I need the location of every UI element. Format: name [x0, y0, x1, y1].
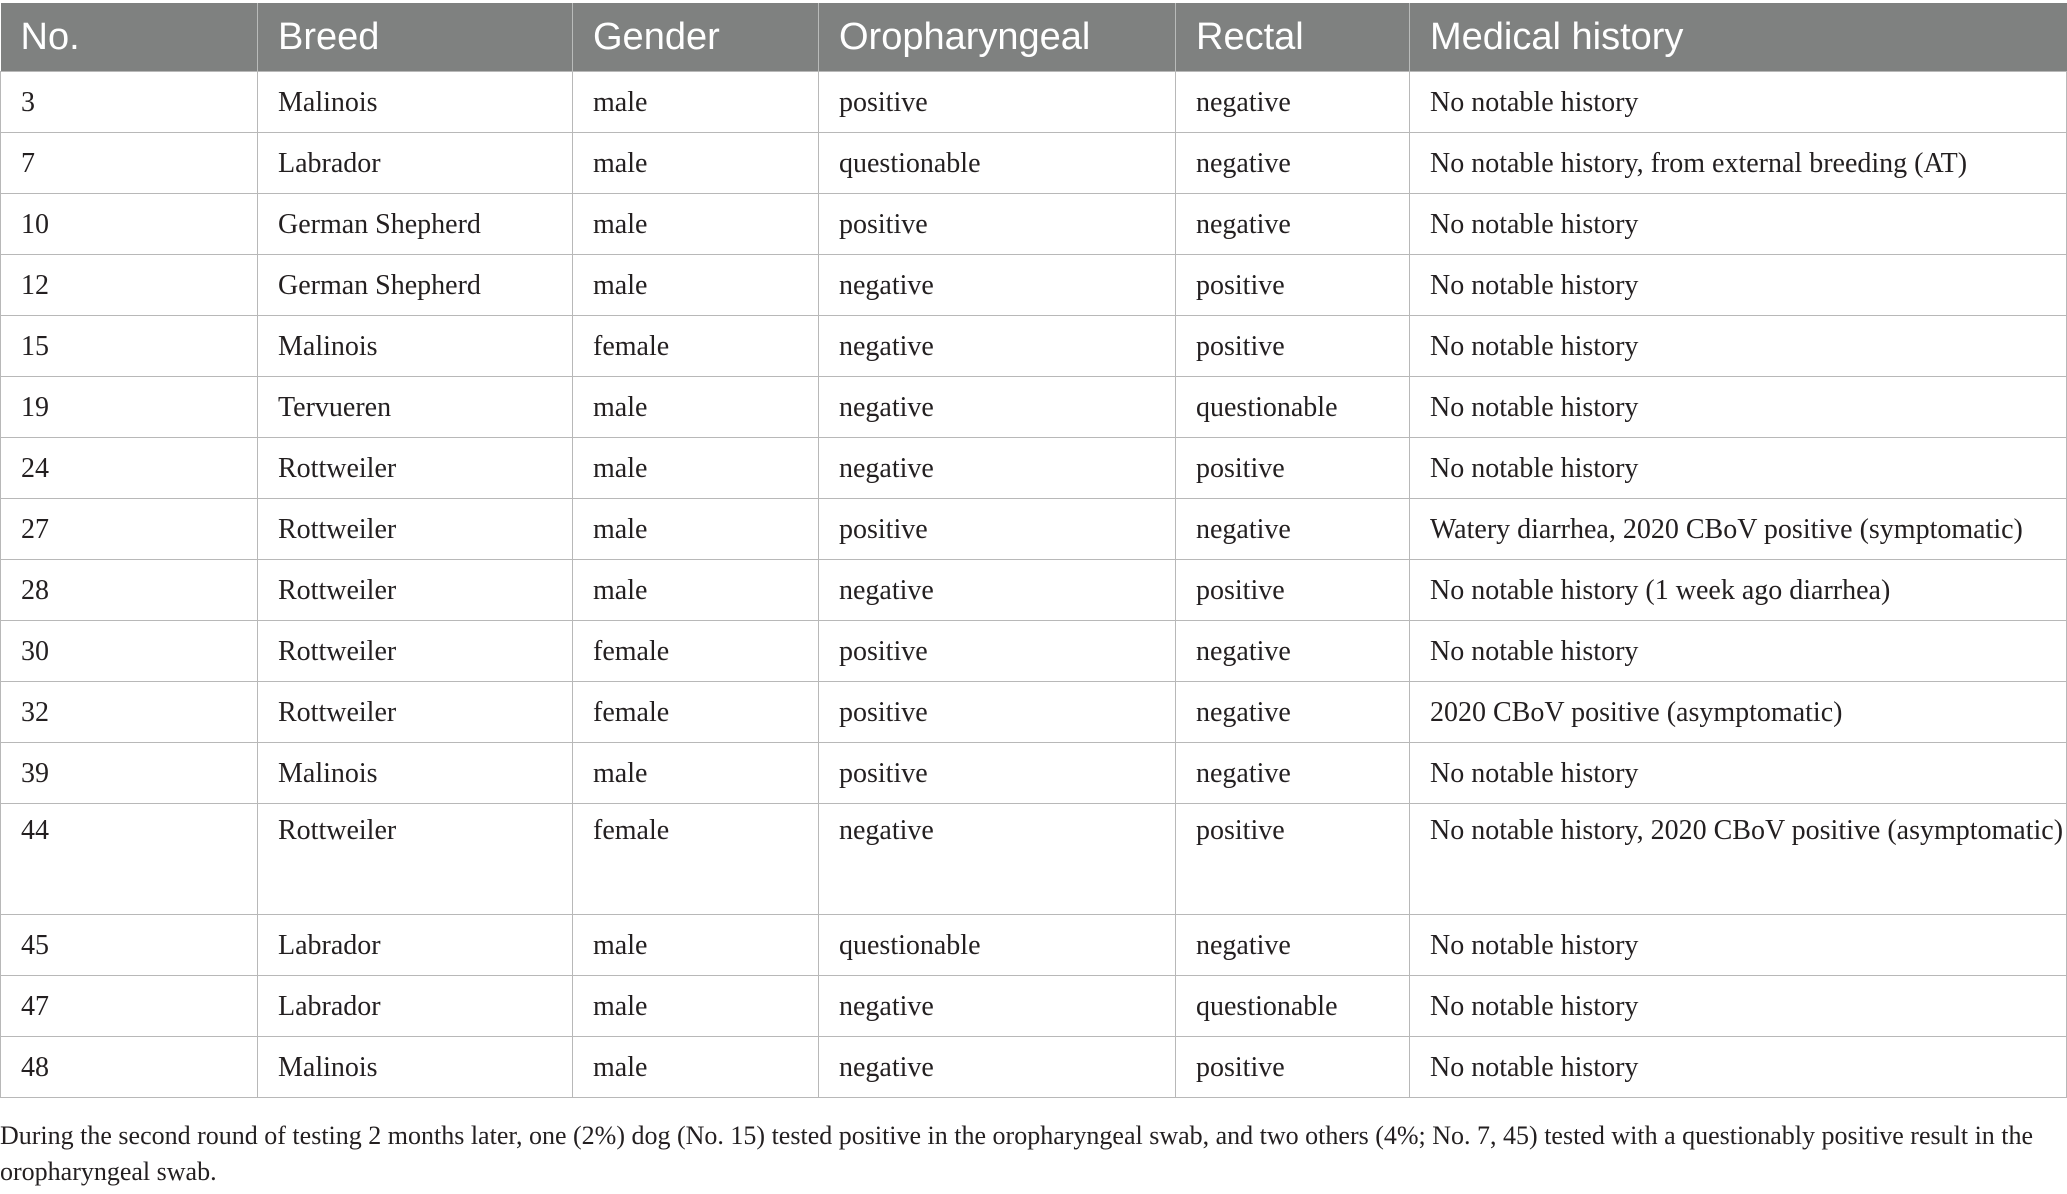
cell-rectal: negative	[1176, 133, 1410, 194]
cell-oropharyngeal: negative	[819, 316, 1176, 377]
table-row	[1, 194, 2067, 255]
cell-rectal: questionable	[1176, 377, 1410, 438]
header-oropharyngeal: Oropharyngeal	[819, 3, 1176, 72]
header-breed: Breed	[258, 3, 573, 72]
table-row	[1, 133, 2067, 194]
cell-breed: Rottweiler	[258, 804, 573, 915]
cell-gender: female	[573, 804, 819, 915]
cell-no: 47	[1, 976, 258, 1037]
cell-medical-history: No notable history (1 week ago diarrhea)	[1410, 560, 2067, 621]
cell-breed: Rottweiler	[258, 499, 573, 560]
cell-gender: male	[573, 194, 819, 255]
cell-rectal: positive	[1176, 560, 1410, 621]
cell-breed: Rottweiler	[258, 560, 573, 621]
cell-no: 24	[1, 438, 258, 499]
cell-gender: male	[573, 255, 819, 316]
cell-breed: Malinois	[258, 316, 573, 377]
header-row	[1, 3, 2067, 72]
cell-no: 12	[1, 255, 258, 316]
cell-rectal: positive	[1176, 438, 1410, 499]
cell-breed: Malinois	[258, 1037, 573, 1098]
cell-medical-history: No notable history	[1410, 438, 2067, 499]
table-row	[1, 560, 2067, 621]
cell-medical-history: No notable history	[1410, 72, 2067, 133]
cell-gender: female	[573, 316, 819, 377]
table-header	[1, 3, 2067, 72]
cell-oropharyngeal: negative	[819, 255, 1176, 316]
cell-gender: male	[573, 560, 819, 621]
cell-no: 44	[1, 804, 258, 915]
cell-breed: Malinois	[258, 743, 573, 804]
cell-medical-history: No notable history	[1410, 316, 2067, 377]
table-footnote: During the second round of testing 2 months later, one (2%) dog (No. 15) tested positive in the oropharyngeal swab, and two others (4%; No. 7, 45) tested with a questionably positive result in the oropharyngeal swab.	[0, 1121, 2034, 1186]
dog-results-table	[0, 3, 2067, 1098]
table-row	[1, 377, 2067, 438]
cell-oropharyngeal: positive	[819, 194, 1176, 255]
header-medical-history: Medical history	[1410, 3, 2067, 72]
cell-no: 48	[1, 1037, 258, 1098]
table-row	[1, 976, 2067, 1037]
cell-no: 30	[1, 621, 258, 682]
cell-gender: female	[573, 682, 819, 743]
data-table-container	[0, 3, 2066, 1098]
cell-oropharyngeal: negative	[819, 976, 1176, 1037]
table-row	[1, 72, 2067, 133]
cell-breed: Malinois	[258, 72, 573, 133]
cell-rectal: negative	[1176, 621, 1410, 682]
table-row	[1, 682, 2067, 743]
cell-gender: male	[573, 743, 819, 804]
cell-breed: Labrador	[258, 133, 573, 194]
cell-rectal: positive	[1176, 316, 1410, 377]
cell-no: 45	[1, 915, 258, 976]
cell-medical-history: No notable history, from external breeding (AT)	[1410, 133, 2067, 194]
table-row	[1, 438, 2067, 499]
cell-oropharyngeal: positive	[819, 621, 1176, 682]
cell-medical-history: Watery diarrhea, 2020 CBoV positive (symptomatic)	[1410, 499, 2067, 560]
cell-rectal: positive	[1176, 804, 1410, 915]
cell-medical-history: No notable history	[1410, 194, 2067, 255]
cell-medical-history: No notable history, 2020 CBoV positive (asymptomatic)	[1410, 804, 2067, 915]
cell-no: 39	[1, 743, 258, 804]
cell-oropharyngeal: negative	[819, 560, 1176, 621]
cell-rectal: questionable	[1176, 976, 1410, 1037]
cell-rectal: positive	[1176, 1037, 1410, 1098]
cell-no: 10	[1, 194, 258, 255]
cell-medical-history: No notable history	[1410, 377, 2067, 438]
cell-gender: male	[573, 915, 819, 976]
table-row	[1, 499, 2067, 560]
cell-rectal: negative	[1176, 743, 1410, 804]
cell-breed: Rottweiler	[258, 682, 573, 743]
cell-oropharyngeal: negative	[819, 804, 1176, 915]
cell-medical-history: No notable history	[1410, 915, 2067, 976]
cell-no: 7	[1, 133, 258, 194]
cell-medical-history: No notable history	[1410, 743, 2067, 804]
cell-no: 19	[1, 377, 258, 438]
header-no: No.	[1, 3, 258, 72]
cell-breed: German Shepherd	[258, 194, 573, 255]
table-body	[1, 72, 2067, 1098]
cell-oropharyngeal: positive	[819, 743, 1176, 804]
cell-medical-history: No notable history	[1410, 621, 2067, 682]
cell-rectal: positive	[1176, 255, 1410, 316]
cell-breed: Rottweiler	[258, 438, 573, 499]
cell-medical-history: No notable history	[1410, 255, 2067, 316]
table-row	[1, 743, 2067, 804]
cell-rectal: negative	[1176, 499, 1410, 560]
cell-gender: male	[573, 499, 819, 560]
cell-no: 28	[1, 560, 258, 621]
table-row	[1, 621, 2067, 682]
cell-medical-history: 2020 CBoV positive (asymptomatic)	[1410, 682, 2067, 743]
header-gender: Gender	[573, 3, 819, 72]
cell-breed: Rottweiler	[258, 621, 573, 682]
cell-oropharyngeal: questionable	[819, 915, 1176, 976]
table-row	[1, 804, 2067, 915]
cell-no: 3	[1, 72, 258, 133]
cell-rectal: negative	[1176, 72, 1410, 133]
cell-oropharyngeal: positive	[819, 499, 1176, 560]
table-row	[1, 255, 2067, 316]
cell-rectal: negative	[1176, 915, 1410, 976]
cell-oropharyngeal: positive	[819, 682, 1176, 743]
header-rectal: Rectal	[1176, 3, 1410, 72]
cell-no: 15	[1, 316, 258, 377]
cell-gender: male	[573, 72, 819, 133]
table-row	[1, 1037, 2067, 1098]
cell-gender: male	[573, 976, 819, 1037]
cell-gender: male	[573, 133, 819, 194]
cell-medical-history: No notable history	[1410, 1037, 2067, 1098]
cell-rectal: negative	[1176, 194, 1410, 255]
cell-breed: Labrador	[258, 915, 573, 976]
table-row	[1, 316, 2067, 377]
cell-gender: male	[573, 1037, 819, 1098]
cell-oropharyngeal: negative	[819, 1037, 1176, 1098]
cell-rectal: negative	[1176, 682, 1410, 743]
cell-gender: male	[573, 438, 819, 499]
cell-gender: female	[573, 621, 819, 682]
cell-no: 32	[1, 682, 258, 743]
table-row	[1, 915, 2067, 976]
cell-gender: male	[573, 377, 819, 438]
cell-breed: Labrador	[258, 976, 573, 1037]
cell-oropharyngeal: negative	[819, 377, 1176, 438]
cell-oropharyngeal: negative	[819, 438, 1176, 499]
cell-breed: Tervueren	[258, 377, 573, 438]
cell-no: 27	[1, 499, 258, 560]
cell-oropharyngeal: questionable	[819, 133, 1176, 194]
cell-oropharyngeal: positive	[819, 72, 1176, 133]
cell-medical-history: No notable history	[1410, 976, 2067, 1037]
cell-breed: German Shepherd	[258, 255, 573, 316]
